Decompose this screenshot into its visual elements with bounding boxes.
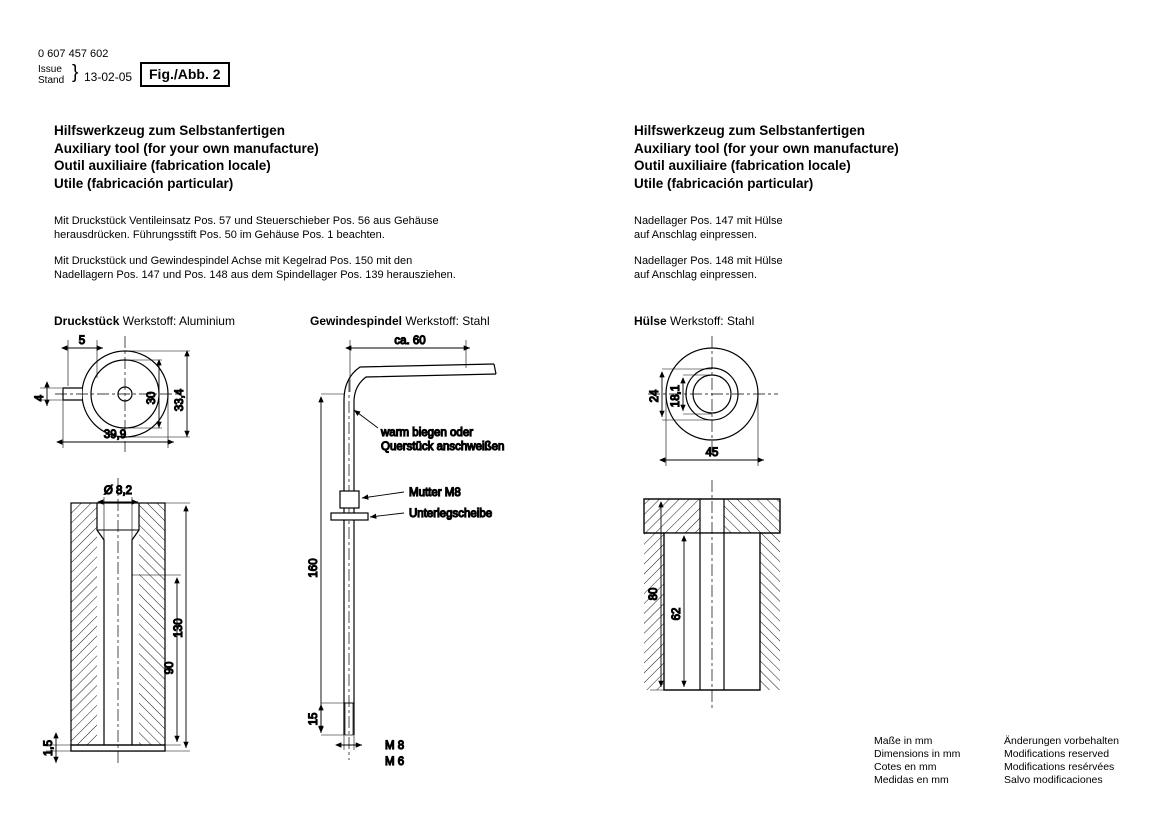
footer-disclaimer xyxy=(1004,735,1119,787)
huelse-top-view xyxy=(648,336,778,466)
brace-glyph: } xyxy=(72,62,79,83)
dim-druckstueck-bore-dia: Ø 8,2 xyxy=(103,485,133,497)
section-name-1: Druckstück xyxy=(54,314,120,328)
huelse-section-view xyxy=(644,480,780,710)
label-washer: Unterlegscheibe xyxy=(409,508,493,520)
dim-huelse-flange-dia: 45 xyxy=(705,447,719,459)
dim-druckstueck-wall: 1,5 xyxy=(43,740,55,756)
footer-disclaimer-fr: Modifications resérvées xyxy=(1004,761,1115,773)
footer-units-en: Dimensions in mm xyxy=(874,748,961,760)
title-right-fr: Outil auxiliaire (fabrication locale) xyxy=(634,158,851,173)
instruction-left-1-line1: Mit Druckstück Ventileinsatz Pos. 57 und Steuerschieber Pos. 56 aus Gehäuse xyxy=(54,215,439,227)
dim-huelse-total-length: 80 xyxy=(648,587,660,601)
druckstueck-top-view xyxy=(34,335,190,452)
title-left-de: Hilfswerkzeug zum Selbstanfertigen xyxy=(54,123,286,138)
gewindespindel-view xyxy=(308,335,504,768)
instruction-right-1-line2: auf Anschlag einpressen. xyxy=(634,228,757,241)
dim-huelse-bore-length: 62 xyxy=(671,607,683,621)
dim-druckstueck-bottom-width: 39,9 xyxy=(103,429,127,441)
issue-label: Issue xyxy=(38,64,62,75)
label-thread-m6: M 6 xyxy=(385,756,405,768)
footer-disclaimer-de: Änderungen vorbehalten xyxy=(1004,735,1120,747)
dim-huelse-bore-dia: 18,1 xyxy=(670,384,682,408)
part-number: 0 607 457 602 xyxy=(38,48,109,60)
footer-units xyxy=(874,735,960,787)
label-thread-m8: M 8 xyxy=(385,740,405,752)
dim-druckstueck-left-height: 4 xyxy=(34,394,46,402)
section-material-3: Werkstoff: Stahl xyxy=(670,314,755,328)
section-material-2: Werkstoff: Stahl xyxy=(405,314,490,328)
instruction-left-2-line1: Mit Druckstück und Gewindespindel Achse mit Kegelrad Pos. 150 mit den xyxy=(54,255,413,267)
dim-gewindespindel-shaft-length: 160 xyxy=(308,558,320,578)
title-left-en: Auxiliary tool (for your own manufacture) xyxy=(54,140,319,156)
footer-disclaimer-en: Modifications reserved xyxy=(1004,748,1110,760)
dim-druckstueck-bore-length: 90 xyxy=(164,661,176,675)
dim-druckstueck-outer-dia: 33,4 xyxy=(174,388,186,412)
dim-huelse-inner-dia-24: 24 xyxy=(649,389,661,403)
section-name-2: Gewindespindel xyxy=(310,314,403,328)
dim-druckstueck-inner-dia: 30 xyxy=(146,391,158,405)
dim-druckstueck-total-length: 130 xyxy=(173,618,185,638)
section-name-3: Hülse xyxy=(634,314,667,328)
instruction-right-2-line1: Nadellager Pos. 148 mit Hülse xyxy=(634,255,783,267)
dim-gewindespindel-bend-length: ca. 60 xyxy=(394,335,426,347)
figure-badge: Fig./Abb. 2 xyxy=(140,62,230,87)
title-right-de: Hilfswerkzeug zum Selbstanfertigen xyxy=(634,123,866,138)
druckstueck-section-view xyxy=(43,478,190,766)
instruction-left-2-line2: Nadellagern Pos. 147 und Pos. 148 aus dem Spindellager Pos. 139 herausziehen. xyxy=(54,268,456,281)
note-gewindespindel-line2: Querstück anschweißen xyxy=(381,441,505,453)
instruction-right-2-line2: auf Anschlag einpressen. xyxy=(634,268,757,281)
dim-gewindespindel-thread-length: 15 xyxy=(308,712,320,726)
dim-druckstueck-top-width: 5 xyxy=(78,335,86,347)
instruction-left-1-line2: herausdrücken. Führungsstift Pos. 50 im Gehäuse Pos. 1 beachten. xyxy=(54,228,385,241)
title-left-fr: Outil auxiliaire (fabrication locale) xyxy=(54,158,271,173)
footer-units-fr: Cotes en mm xyxy=(874,761,937,773)
issue-date: 13-02-05 xyxy=(84,70,133,84)
title-right-en: Auxiliary tool (for your own manufacture) xyxy=(634,140,899,156)
instruction-right-1-line1: Nadellager Pos. 147 mit Hülse xyxy=(634,215,783,227)
title-left-es: Utile (fabricación particular) xyxy=(54,175,234,191)
title-right-es: Utile (fabricación particular) xyxy=(634,175,814,191)
footer-units-de: Maße in mm xyxy=(874,735,933,747)
footer-units-es: Medidas en mm xyxy=(874,774,949,786)
stand-label: Stand xyxy=(38,75,65,86)
note-gewindespindel-line1: warm biegen oder xyxy=(381,427,474,439)
label-nut-m8: Mutter M8 xyxy=(409,487,461,499)
footer-disclaimer-es: Salvo modificaciones xyxy=(1004,774,1103,786)
section-material-1: Werkstoff: Aluminium xyxy=(122,314,235,328)
